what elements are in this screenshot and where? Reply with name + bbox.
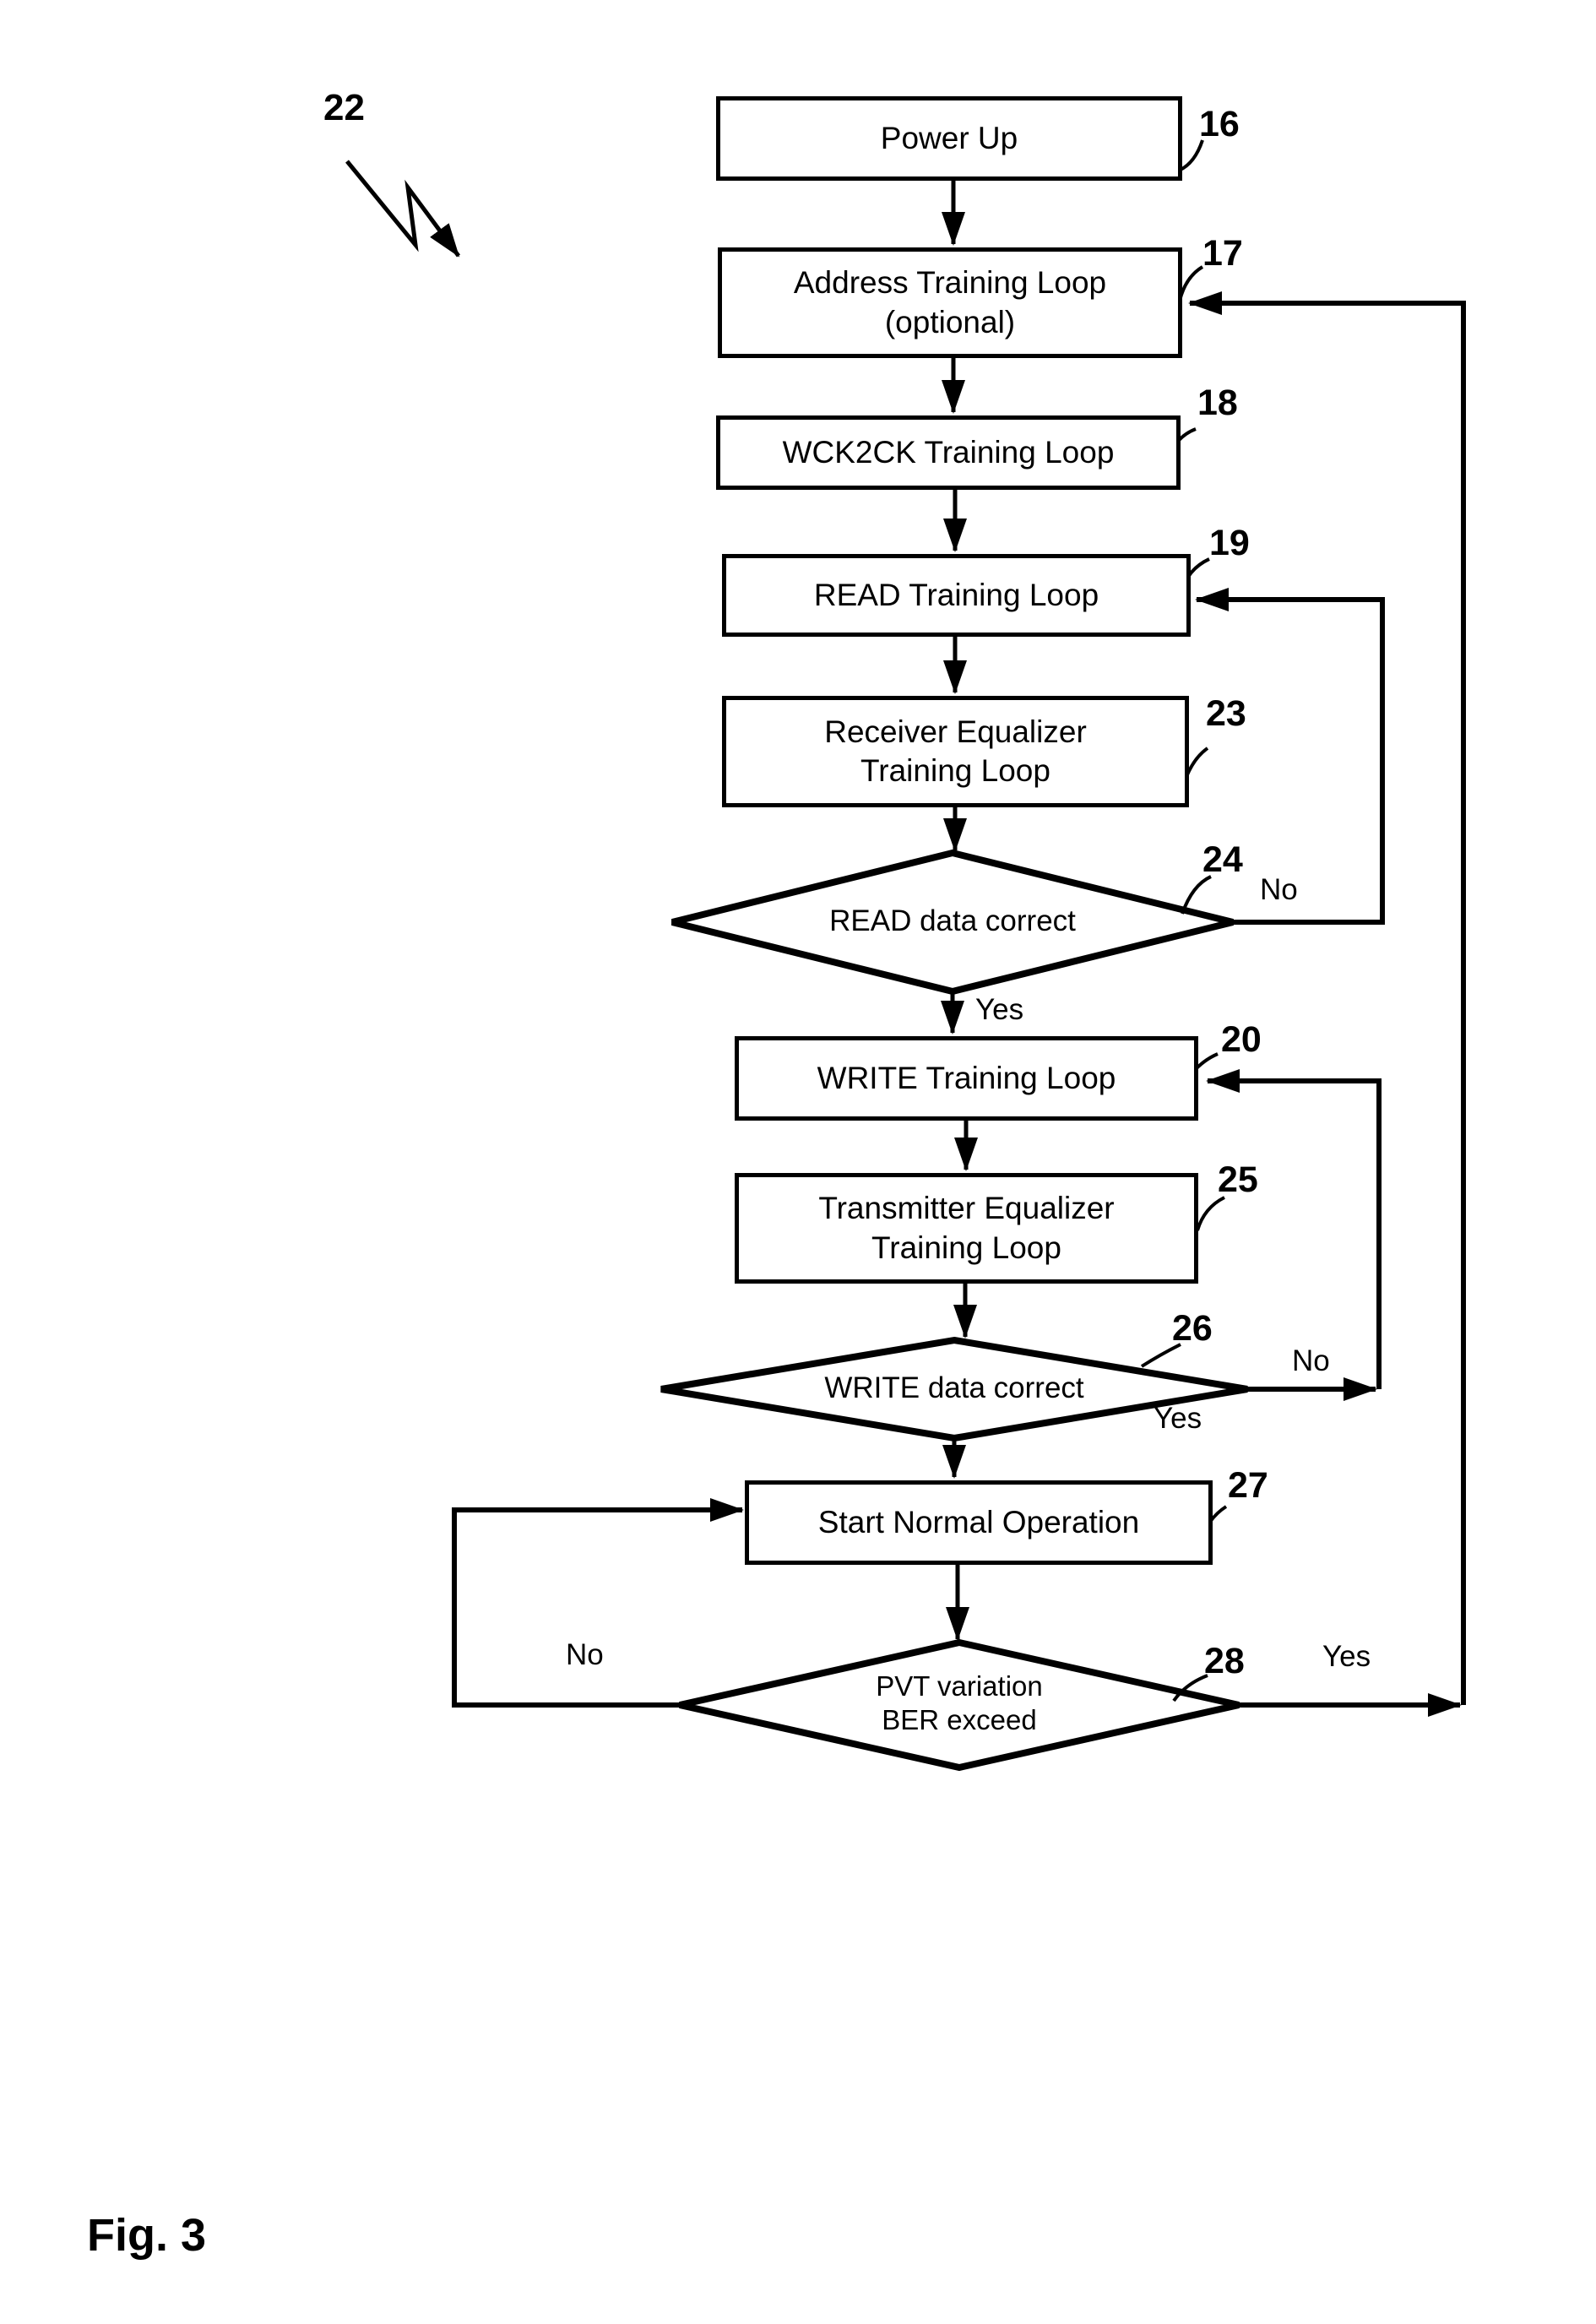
ref-label-20: 20 (1221, 1019, 1262, 1060)
node-address-training-loop (718, 247, 1182, 358)
node-receiver-equalizer-training-loop (722, 696, 1189, 807)
ref-label-16: 16 (1199, 104, 1240, 144)
node-power-up-label: Power Up (880, 120, 1018, 155)
ref-label-27: 27 (1228, 1465, 1268, 1506)
node-read-training-loop (722, 554, 1191, 637)
node-transmitter-equalizer-training-loop (735, 1173, 1198, 1284)
ref-label-26: 26 (1172, 1308, 1213, 1349)
edge-label-readcheck-no: No (1260, 873, 1298, 906)
node-write-training-loop-label: WRITE Training Loop (817, 1060, 1116, 1095)
node-wck2ck-training-loop (716, 415, 1181, 490)
ref-label-22: 22 (323, 87, 365, 128)
node-start-normal-operation-label: Start Normal Operation (817, 1504, 1140, 1539)
ref-label-17: 17 (1202, 233, 1243, 274)
node-write-training-loop (735, 1036, 1198, 1121)
node-wck2ck-training-loop-label: WCK2CK Training Loop (782, 434, 1115, 470)
edge-label-pvt-yes: Yes (1322, 1640, 1371, 1673)
ref-label-24: 24 (1202, 839, 1243, 880)
edge-label-writecheck-yes: Yes (1154, 1402, 1202, 1435)
loop-writecheck-no-to-write (1208, 1081, 1379, 1389)
leader-17 (1180, 267, 1202, 301)
ref-label-25: 25 (1218, 1159, 1258, 1200)
ref-label-18: 18 (1197, 383, 1238, 423)
decision-pvt-variation-label: PVT variation BER exceed (876, 1670, 1043, 1736)
node-read-training-loop-label: READ Training Loop (813, 577, 1099, 612)
zigzag-pointer-22 (347, 161, 459, 256)
edge-label-writecheck-no: No (1292, 1344, 1330, 1377)
node-receiver-equalizer-label: Receiver Equalizer Training Loop (824, 714, 1087, 788)
decision-read-data-correct-label: READ data correct (829, 904, 1076, 937)
edge-label-pvt-no: No (566, 1638, 604, 1671)
decision-write-data-correct-label: WRITE data correct (824, 1371, 1084, 1404)
ref-label-28: 28 (1204, 1641, 1245, 1681)
edge-label-readcheck-yes: Yes (975, 993, 1024, 1026)
figure-caption: Fig. 3 (87, 2210, 207, 2261)
ref-label-19: 19 (1209, 523, 1250, 563)
ref-label-23: 23 (1206, 693, 1246, 734)
node-transmitter-equalizer-label: Transmitter Equalizer Training Loop (818, 1191, 1115, 1265)
node-power-up (716, 96, 1182, 181)
node-address-training-loop-label: Address Training Loop (optional) (793, 265, 1107, 339)
node-start-normal-operation (745, 1480, 1213, 1565)
leader-25 (1197, 1197, 1224, 1230)
